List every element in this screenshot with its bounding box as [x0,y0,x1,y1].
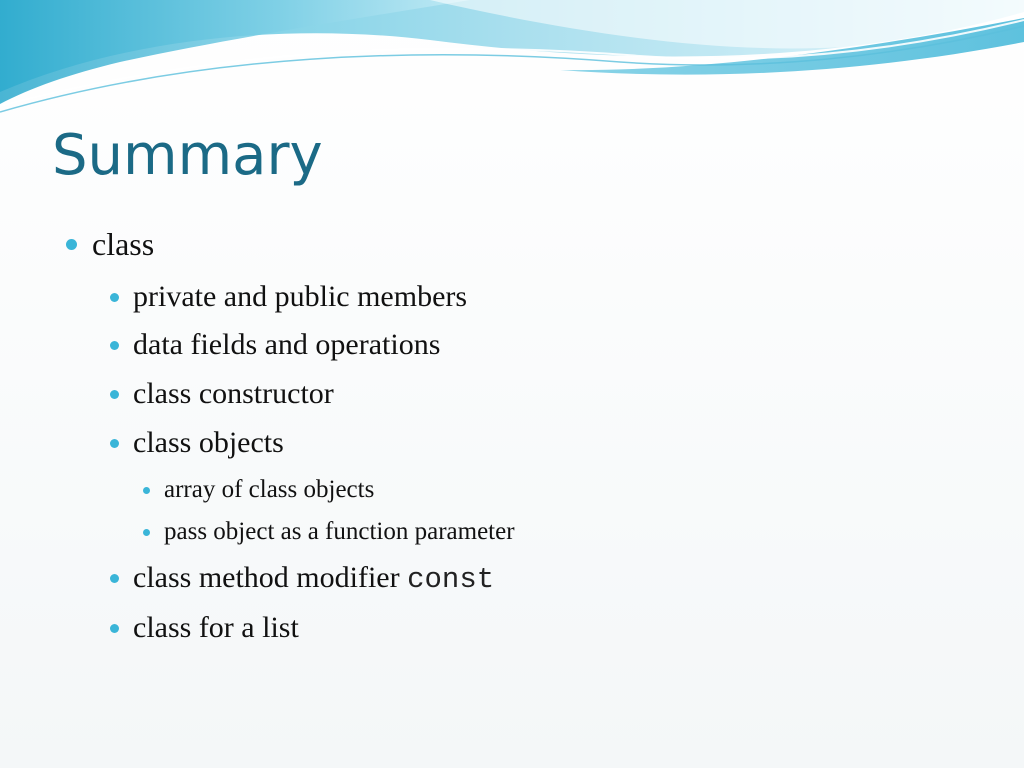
bullet-icon [110,439,119,448]
header-wave-decoration [0,0,1024,130]
bullet-icon [66,239,77,250]
bullet-icon [110,574,119,583]
bullet-icon [143,529,150,536]
list-item-class-for-list [133,611,299,645]
list-item-pass-object-parameter [164,518,515,546]
list-item-class-constructor [133,377,334,411]
list-item-class [92,226,154,263]
list-item-text: private and public members [133,280,468,313]
list-item-text: pass object as a function parameter [164,518,515,545]
slide-title: Summary [52,123,323,188]
bullet-icon [110,341,119,350]
list-item-class-method-modifier [133,561,494,596]
bullet-icon [143,487,150,494]
code-keyword: const [407,563,495,596]
list-item-text: class for a list [133,611,299,644]
list-item-private-public-members [133,280,467,314]
bullet-icon [110,293,119,302]
list-item-text: class method modifier [133,561,408,594]
list-item-text: class objects [133,426,284,459]
list-item-text: data fields and operations [133,328,441,361]
list-item-class-objects [133,426,284,460]
list-item-text: array of class objects [164,476,375,503]
list-item-text: class constructor [133,377,334,410]
list-item-text: class [92,226,155,262]
list-item-array-of-class-objects [164,476,374,504]
list-item-data-fields-operations [133,328,440,362]
bullet-icon [110,624,119,633]
bullet-icon [110,390,119,399]
